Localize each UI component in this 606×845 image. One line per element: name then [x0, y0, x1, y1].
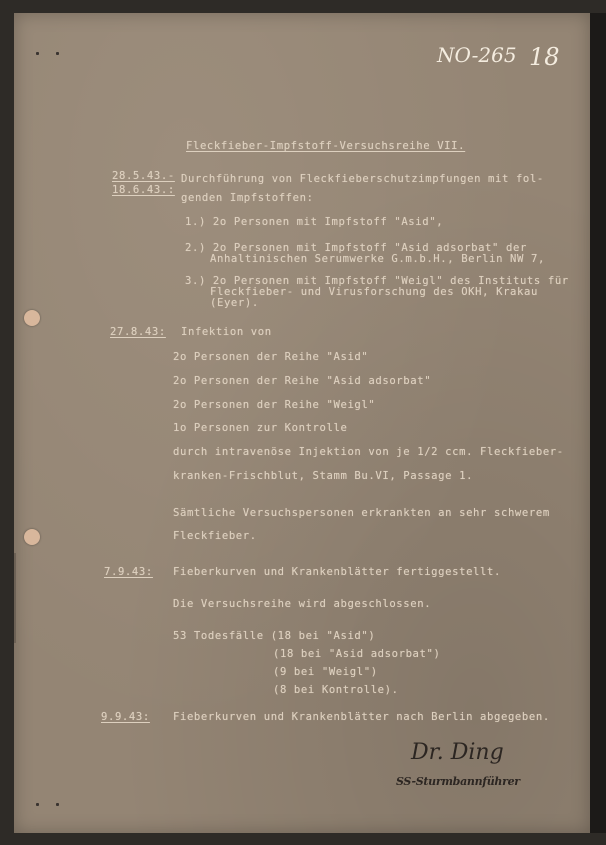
page-mark: 18: [529, 43, 560, 71]
section3-deaths4: (8 bei Kontrolle).: [273, 684, 399, 696]
section1-item3-line1: 3.) 2o Personen mit Impfstoff "Weigl" des Instituts für: [185, 275, 569, 287]
speck: [36, 52, 39, 55]
scan-dark-edge: [588, 13, 606, 833]
speck: [56, 52, 59, 55]
section4-date: 9.9.43:: [101, 711, 150, 723]
section1-date-line2: 18.6.43.:: [112, 184, 175, 196]
section2-line8: Fleckfieber.: [173, 530, 257, 542]
left-edge-mark: [14, 553, 16, 643]
signature-rank-stamp: SS-Sturmbannführer: [396, 775, 520, 788]
section3-line1: Fieberkurven und Krankenblätter fertiggestellt.: [173, 566, 501, 578]
section1-item1: 1.) 2o Personen mit Impfstoff "Asid",: [185, 216, 444, 228]
section1-item2-line2: Anhaltinischen Serumwerke G.m.b.H., Berlin NW 7,: [210, 253, 545, 265]
section2-line6: kranken-Frischblut, Stamm Bu.VI, Passage 1.: [173, 470, 474, 482]
section1-item3-line3: (Eyer).: [210, 297, 259, 309]
section3-deaths3: (9 bei "Weigl"): [273, 666, 378, 678]
section2-date: 27.8.43:: [110, 326, 166, 338]
section2-heading: Infektion von: [181, 326, 272, 338]
section2-line1: 2o Personen der Reihe "Asid": [173, 351, 369, 363]
speck: [36, 803, 39, 806]
section3-deaths1: 53 Todesfälle (18 bei "Asid"): [173, 630, 376, 642]
section1-intro-line1: Durchführung von Fleckfieberschutzimpfungen mit fol-: [181, 173, 544, 185]
document-number: NO-265: [437, 43, 517, 67]
section3-deaths2: (18 bei "Asid adsorbat"): [273, 648, 441, 660]
section1-intro-line2: genden Impfstoffen:: [181, 192, 314, 204]
section3-line2: Die Versuchsreihe wird abgeschlossen.: [173, 598, 432, 610]
section2-line3: 2o Personen der Reihe "Weigl": [173, 399, 376, 411]
section2-line5: durch intravenöse Injektion von je 1/2 ccm. Fleckfieber-: [173, 446, 564, 458]
punch-hole-bottom: [24, 529, 40, 545]
section4-line1: Fieberkurven und Krankenblätter nach Berlin abgegeben.: [173, 711, 550, 723]
punch-hole-top: [24, 310, 40, 326]
section2-line4: 1o Personen zur Kontrolle: [173, 422, 348, 434]
section1-item3-line2: Fleckfieber- und Virusforschung des OKH, Krakau: [210, 286, 538, 298]
section3-date: 7.9.43:: [104, 566, 153, 578]
document-page: [14, 13, 590, 833]
handwritten-signature: Dr. Ding: [411, 740, 504, 765]
section1-item2-line1: 2.) 2o Personen mit Impfstoff "Asid adsorbat" der: [185, 242, 527, 254]
speck: [56, 803, 59, 806]
section2-line2: 2o Personen der Reihe "Asid adsorbat": [173, 375, 432, 387]
document-title: Fleckfieber-Impfstoff-Versuchsreihe VII.: [186, 140, 466, 152]
section1-date-line1: 28.5.43.-: [112, 170, 175, 182]
section2-line7: Sämtliche Versuchspersonen erkrankten an sehr schwerem: [173, 507, 550, 519]
